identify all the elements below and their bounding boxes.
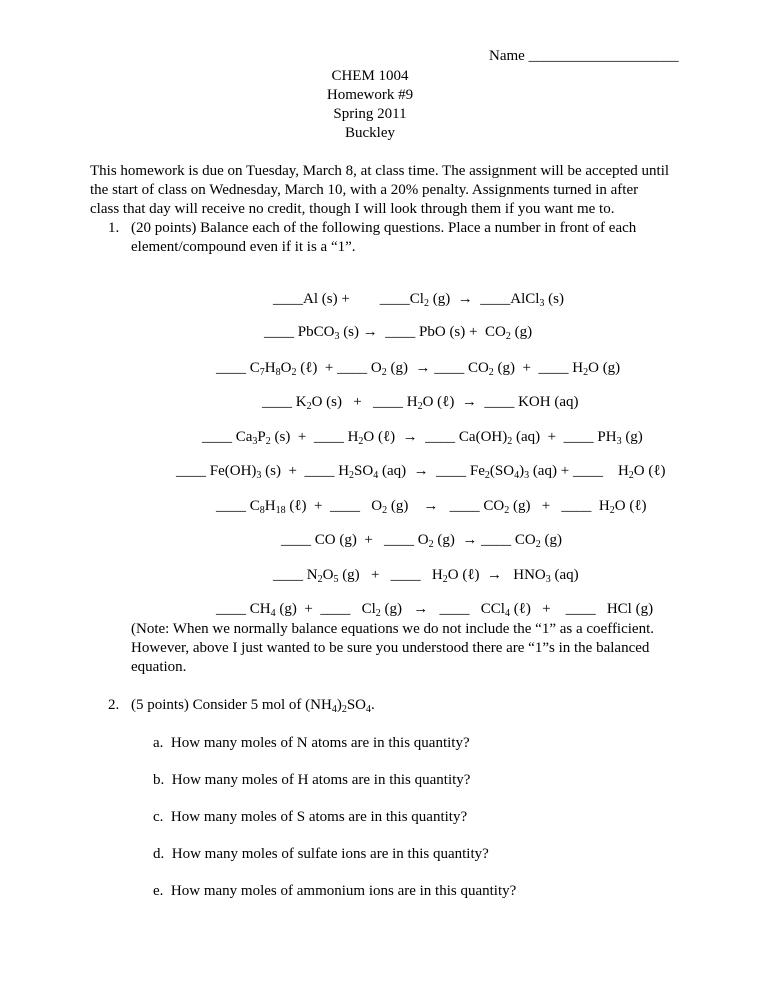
intro-line-3: class that day will receive no credit, though I will look through them if you want me to. (90, 201, 615, 217)
item-label: d. (153, 846, 165, 862)
q2-item-a (153, 734, 470, 752)
reactant-2: H (406, 394, 418, 410)
subscript: 2 (428, 539, 434, 550)
phase: (g) (509, 498, 531, 514)
plus-sign: + (341, 291, 350, 307)
reactant-1: Al (s) (303, 291, 338, 307)
reactant-1: C (249, 498, 260, 514)
item-label: e. (153, 883, 164, 899)
product-1: CO (483, 498, 505, 514)
subscript: 2 (442, 574, 448, 585)
reactant-2-part: SO (354, 463, 374, 479)
phase: (s) (544, 291, 564, 307)
product-1: CCl (480, 601, 505, 617)
subscript: 2 (341, 704, 347, 715)
intro-line-2: the start of class on Wednesday, March 10, with a 20% penalty. Assignments turned in after (90, 182, 639, 198)
coefficient-blank: ____ (216, 601, 246, 617)
q1-prompt-line-1: (20 points) Balance each of the following questions. Place a number in front of each (131, 220, 637, 236)
subscript: 4 (331, 704, 337, 715)
subscript: 3 (524, 470, 530, 481)
product-2: CO (485, 324, 506, 340)
reactant-1-part: O (322, 567, 334, 583)
plus-sign: + (560, 463, 570, 479)
phase: (g) (386, 360, 408, 376)
product-1-part: (SO (489, 463, 515, 479)
coefficient-blank: ____ (264, 324, 294, 340)
plus-sign: + (288, 463, 297, 479)
product-2: H (572, 360, 584, 376)
subscript: 7 (259, 367, 265, 378)
subscript: 2 (317, 574, 323, 585)
coefficient-blank: ____ (565, 601, 596, 617)
q2-item-c (153, 808, 467, 826)
subscript: 3 (539, 298, 545, 309)
reactant-1: CO (g) (314, 532, 357, 548)
subscript: 2 (265, 436, 271, 447)
product-2-part: O (ℓ) (614, 498, 647, 514)
phase: (ℓ) (509, 601, 531, 617)
reactant-2: Cl (361, 601, 376, 617)
q2-item-e (153, 882, 516, 900)
reactant-2: Cl (409, 291, 424, 307)
subscript: 4 (366, 704, 372, 715)
coefficient-blank: ____ (436, 463, 467, 479)
coefficient-blank: ____ (304, 463, 335, 479)
reactant-2: H (431, 567, 443, 583)
name-field: Name ____________________ (489, 48, 679, 64)
subscript: 2 (504, 505, 510, 516)
coefficient-blank: ____ (434, 360, 465, 376)
subscript: 2 (375, 608, 381, 619)
coefficient-blank: ____ (379, 291, 410, 307)
reactant-1: CH (249, 601, 271, 617)
product-2: H (617, 463, 629, 479)
intro-line-1: This homework is due on Tuesday, March 8, at class time. The assignment will be accepted until (90, 163, 670, 179)
subscript: 2 (423, 298, 429, 309)
subscript: 4 (373, 470, 379, 481)
coefficient-blank: ____ (480, 291, 511, 307)
coefficient-blank: ____ (273, 567, 303, 583)
product-1: CO (514, 532, 536, 548)
plus-sign: + (542, 601, 551, 617)
subscript: 3 (256, 470, 262, 481)
item-label: a. (153, 735, 164, 751)
term: Spring 2011 (333, 106, 407, 122)
plus-sign: + (304, 601, 313, 617)
coefficient-blank: ____ (216, 498, 246, 514)
subscript: 2 (349, 470, 355, 481)
item-text: How many moles of sulfate ions are in this quantity? (171, 846, 489, 862)
phase: (g) (621, 429, 643, 445)
reaction-arrow: → (461, 394, 477, 410)
coefficient-blank: ____ (481, 532, 512, 548)
reactant-2: H (347, 429, 359, 445)
subscript: 2 (488, 367, 494, 378)
reactant-1: N (306, 567, 318, 583)
phase: (g) (387, 498, 409, 514)
phase: (g) (540, 532, 562, 548)
coefficient-blank: ____ (262, 394, 292, 410)
coefficient-blank: ____ (313, 429, 344, 445)
subscript: 2 (382, 505, 388, 516)
note-line-3: equation. (131, 659, 187, 675)
product-1: HNO (513, 567, 546, 583)
item-label: c. (153, 809, 164, 825)
plus-sign: + (547, 429, 557, 445)
coefficient-blank: ____ (202, 429, 232, 445)
reactant-1: Fe(OH) (209, 463, 257, 479)
plus-sign: + (364, 532, 373, 548)
phase: (aq) (512, 429, 541, 445)
reactant-1: K (295, 394, 307, 410)
plus-sign: + (353, 394, 362, 410)
product-1: KOH (aq) (518, 394, 579, 410)
reaction-arrow: → (402, 429, 418, 445)
subscript: 3 (545, 574, 551, 585)
reactant-2: O (417, 532, 429, 548)
subscript: 2 (609, 505, 615, 516)
coefficient-blank: ____ (449, 498, 480, 514)
reaction-arrow: → (415, 360, 431, 376)
product-2: HCl (g) (606, 601, 654, 617)
subscript: 2 (484, 470, 490, 481)
subscript: 2 (291, 367, 297, 378)
coefficient-blank: ____ (273, 291, 303, 307)
product-2-part: O (g) (588, 360, 621, 376)
reactant-2: O (370, 360, 382, 376)
note-line-2: However, above I just wanted to be sure you understood there are “1”s in the balanced (131, 640, 650, 656)
subscript: 2 (535, 539, 541, 550)
subscript: 4 (514, 470, 520, 481)
phase: (g) (380, 601, 402, 617)
subscript: 3 (616, 436, 622, 447)
coefficient-blank: ____ (425, 429, 456, 445)
item-text: How many moles of H atoms are in this quantity? (171, 772, 471, 788)
q2-prompt-text: . (371, 697, 375, 713)
reactant-2-part: O (ℓ) (363, 429, 396, 445)
subscript: 3 (334, 331, 340, 342)
note-line-1: (Note: When we normally balance equations we do not include the “1” as a coefficient. (131, 621, 655, 637)
q2-prompt-text: (5 points) Consider 5 mol of (NH (131, 697, 332, 713)
reaction-arrow: → (457, 291, 473, 307)
product-1: CO (467, 360, 489, 376)
plus-sign: + (522, 360, 532, 376)
phase: (s) (339, 324, 360, 340)
reactant-1: C (249, 360, 260, 376)
reactant-1-part: H (264, 498, 276, 514)
item-label: b. (153, 772, 165, 788)
plus-sign: + (314, 498, 323, 514)
q2-number: 2. (108, 697, 120, 713)
item-text: How many moles of N atoms are in this quantity? (170, 735, 470, 751)
coefficient-blank: ____ (563, 429, 594, 445)
coefficient-blank: ____ (390, 567, 421, 583)
coefficient-blank: ____ (484, 394, 515, 410)
phase: (g) (428, 291, 451, 307)
reactant-2-part: O (ℓ) (422, 394, 455, 410)
reactant-2-part: O (ℓ) (447, 567, 480, 583)
phase: (ℓ) (285, 498, 307, 514)
reactant-2: H (338, 463, 350, 479)
coefficient-blank: ____ (320, 601, 351, 617)
reactant-1-part: H (264, 360, 276, 376)
coefficient-blank: ____ (372, 394, 403, 410)
reactant-1-part: O (s) (311, 394, 343, 410)
subscript: 8 (275, 367, 281, 378)
coefficient-blank: ____ (561, 498, 592, 514)
reaction-arrow: → (413, 463, 429, 479)
reaction-arrow: → (487, 567, 503, 583)
instructor: Buckley (345, 125, 395, 141)
coefficient-blank: ____ (176, 463, 206, 479)
subscript: 2 (381, 367, 387, 378)
plus-sign: + (469, 324, 478, 340)
subscript: 4 (270, 608, 276, 619)
phase: (g) (493, 360, 516, 376)
phase: (g) (510, 324, 533, 340)
reaction-arrow: → (462, 532, 478, 548)
product-1: AlCl (510, 291, 540, 307)
q1-number: 1. (108, 220, 120, 236)
q2-item-d (153, 845, 489, 863)
subscript: 5 (333, 574, 339, 585)
reactant-1-part: O (280, 360, 292, 376)
phase: (g) (433, 532, 455, 548)
plus-sign: + (297, 429, 307, 445)
product-1-part: ) (519, 463, 525, 479)
product-1: PbO (s) (419, 324, 466, 340)
phase: (g) (275, 601, 297, 617)
coefficient-blank: ____ (385, 324, 416, 340)
q2-item-b (153, 771, 470, 789)
subscript: 8 (259, 505, 265, 516)
coefficient-blank: ____ (572, 463, 603, 479)
course-number: CHEM 1004 (331, 68, 409, 84)
q1-prompt-line-2: element/compound even if it is a “1”. (131, 239, 356, 255)
plus-sign: + (370, 567, 380, 583)
reactant-1: PbCO (297, 324, 335, 340)
coefficient-blank: ____ (330, 498, 361, 514)
reaction-arrow: → (413, 601, 429, 617)
subscript: 3 (252, 436, 258, 447)
coefficient-blank: ____ (281, 532, 311, 548)
product-1: Fe (469, 463, 485, 479)
subscript: 2 (628, 470, 634, 481)
item-text: How many moles of ammonium ions are in this quantity? (170, 883, 517, 899)
item-text: How many moles of S atoms are in this quantity? (170, 809, 468, 825)
product-2: H (598, 498, 610, 514)
reactant-1: Ca (235, 429, 253, 445)
reaction-arrow: → (423, 498, 439, 514)
product-1: Ca(OH) (458, 429, 508, 445)
reactant-1-part: P (257, 429, 266, 445)
coefficient-blank: ____ (216, 360, 246, 376)
reactant-2: O (371, 498, 383, 514)
phase: (aq) (378, 463, 407, 479)
phase: (aq) (529, 463, 557, 479)
phase: (s) (270, 429, 291, 445)
subscript: 2 (583, 367, 589, 378)
subscript: 18 (275, 505, 286, 516)
q2-prompt-text: ) (336, 697, 342, 713)
phase: (ℓ) (296, 360, 318, 376)
product-2-part: O (ℓ) (633, 463, 666, 479)
coefficient-blank: ____ (384, 532, 415, 548)
subscript: 2 (306, 401, 312, 412)
reaction-arrow: → (362, 324, 378, 340)
subscript: 2 (417, 401, 423, 412)
subscript: 2 (505, 331, 511, 342)
product-2: PH (597, 429, 617, 445)
coefficient-blank: ____ (538, 360, 569, 376)
homework-number: Homework #9 (326, 87, 414, 103)
subscript: 2 (358, 436, 364, 447)
coefficient-blank: ____ (337, 360, 368, 376)
subscript: 2 (507, 436, 513, 447)
q2-prompt-text: SO (346, 697, 367, 713)
phase: (aq) (550, 567, 579, 583)
plus-sign: + (324, 360, 334, 376)
coefficient-blank: ____ (439, 601, 470, 617)
plus-sign: + (541, 498, 551, 514)
phase: (g) (338, 567, 360, 583)
subscript: 4 (504, 608, 510, 619)
phase: (s) (261, 463, 281, 479)
q2-prompt (131, 696, 375, 714)
